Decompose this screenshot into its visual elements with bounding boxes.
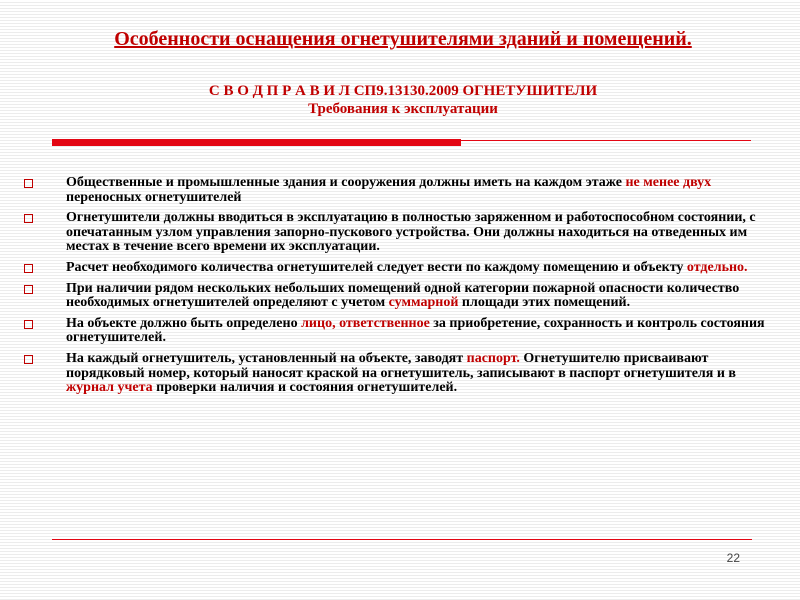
bullet-text: На каждый огнетушитель, установленный на объекте, заводят <box>66 350 467 366</box>
bullet-item <box>52 261 777 276</box>
bullet-text: При наличии рядом нескольких небольших помещений одной категории пожарной опасности количество необходимых огнетушителей определяют с учетом <box>66 280 740 311</box>
bullet-highlight: отдельно. <box>686 259 748 275</box>
square-bullet-icon <box>24 264 33 273</box>
bullet-text: Расчет необходимого количества огнетушителей следует вести по каждому помещению и объекту <box>66 259 687 275</box>
bullet-text: за приобретение, сохранность и контроль состояния <box>429 315 765 331</box>
bullet-item <box>52 176 777 205</box>
page-number: 22 <box>726 551 740 565</box>
bullet-list <box>52 176 777 402</box>
bullet-highlight: не менее двух <box>625 175 712 190</box>
subtitle-requirements: Требования к эксплуатации <box>308 101 498 117</box>
square-bullet-icon <box>24 285 33 294</box>
bullet-text: переносных огнетушителей <box>66 189 242 205</box>
bullet-text: проверки наличия и состояния огнетушителей. <box>152 380 458 396</box>
bullet-text: площади этих помещений. <box>458 295 631 311</box>
subtitle-code: С В О Д П Р А В И Л СП9.13130.2009 ОГНЕТУШИТЕЛИ <box>208 83 598 99</box>
subtitle-block <box>0 82 800 118</box>
title-divider-thin <box>461 140 751 141</box>
square-bullet-icon <box>24 320 33 329</box>
bullet-highlight: журнал учета <box>66 380 153 396</box>
title-divider-thick <box>52 139 461 146</box>
bullet-text: На объекте должно быть определено <box>66 315 302 331</box>
square-bullet-icon <box>24 355 33 364</box>
footer-divider <box>52 539 752 540</box>
bullet-text: Огнетушителю присваивают порядковый номер, который наносят краской на огнетушитель, записывают в паспорт огнетушителя и в <box>66 350 736 381</box>
bullet-highlight: паспорт. <box>466 350 520 366</box>
bullet-text: Общественные и промышленные здания и сооружения должны иметь на каждом этаже <box>66 175 626 190</box>
bullet-text: Огнетушители должны вводиться в эксплуатацию в полностью заряженном и работоспособном состоянии, с опечатанным узлом управления запорно-пускового устройства. Они должны находиться на отведенных им местах в течение всего времени их эксплуатации. <box>66 210 756 255</box>
bullet-item <box>52 211 777 255</box>
bullet-item <box>52 282 777 311</box>
square-bullet-icon <box>24 179 33 188</box>
square-bullet-icon <box>24 214 33 223</box>
bullet-highlight: лицо, ответственное <box>301 315 430 331</box>
slide-title: Особенности оснащения огнетушителями зданий и помещений. <box>114 28 692 50</box>
bullet-highlight: суммарной <box>388 295 459 311</box>
bullet-item <box>52 352 777 396</box>
bullet-item <box>52 317 777 346</box>
bullet-text: огнетушителей. <box>66 330 166 346</box>
